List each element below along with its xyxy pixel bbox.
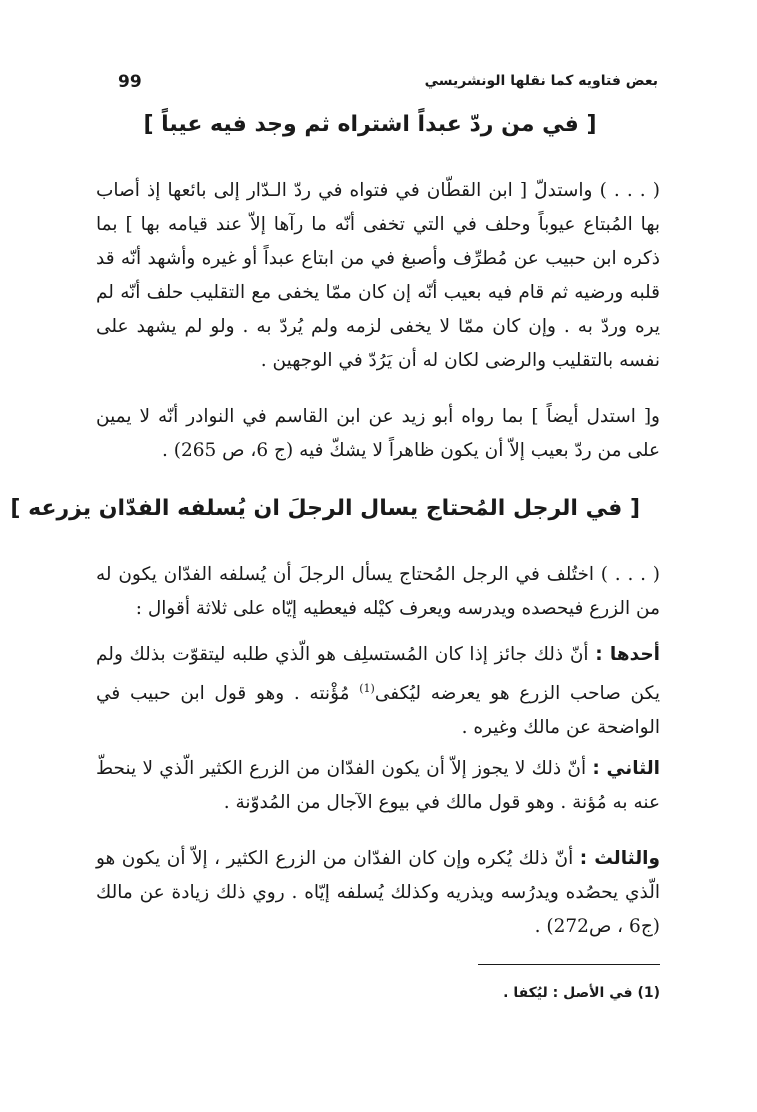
footnote-separator (478, 964, 660, 965)
page-number: 99 (118, 72, 142, 92)
opinion-one-lead: أحدها : (595, 644, 660, 665)
opinion-one-text-b: مُؤْنته . وهو قول ابن حبيب في الواضحة عن مالك وغيره . (96, 683, 660, 739)
paragraph-opinion-three (96, 842, 660, 944)
paragraph-opinion-one (96, 638, 660, 745)
running-title: بعض فتاويه كما نقلها الونشريسي (424, 73, 658, 89)
opinion-two-text: أنّ ذلك لا يجوز إلاّ أن يكون الفدّان من الزرع الكثير الّذي لا ينحطّ عنه به مُؤنة . وهو قول مالك في بيوع الآجال من المُدوّنة . (96, 758, 660, 813)
paragraph-abu-zayd-narration: و[ استدل أيضاً ] بما رواه أبو زيد عن ابن القاسم في النوادر أنّه لا يمين على من ردّ بعيب إلاّ أن يكون ظاهراً لا يشكّ فيه (ج 6، ص 265) . (96, 406, 660, 461)
paragraph-three-opinions-intro: ( . . . ) اختُلف في الرجل المُحتاج يسأل الرجلَ أن يُسلفه الفدّان يكون له من الزرع فيحصده ويدرسه ويعرف كيْله فيعطيه إيّاه على ثلاثة أقوال : (96, 564, 660, 619)
opinion-two-lead: الثاني : (592, 758, 660, 779)
page-header (118, 72, 658, 98)
opinion-one-text-a: أنّ ذلك جائز إذا كان المُستسلِف هو الّذي طلبه ليتقوّت بذلك ولم يكن صاحب الزرع هو يعرضه ليُكفى (96, 644, 660, 705)
opinion-three-text: أنّ ذلك يُكره وإن كان الفدّان من الزرع الكثير ، إلاّ أن يكون هو الّذي يحصُده ويدرُسه ويذريه وكذلك يُسلفه إيّاه . روي ذلك زيادة عن مالك (ج6 ، ص272) . (96, 848, 660, 937)
opinion-three-lead: والثالث : (579, 848, 661, 869)
footnote-reference: (1) (359, 682, 375, 695)
paragraph-opinion-two (96, 752, 660, 820)
footnote: (1) في الأصل : ليُكفا . (503, 985, 660, 1001)
section-title-needy-man-loan: [ في الرجل المُحتاج يسال الرجلَ ان يُسلفه الفدّان يزرعه ] (10, 496, 640, 521)
paragraph-ibn-qattan-fatwa: ( . . . ) واستدلّ [ ابن القطّان في فتواه في ردّ الـدّار إلى بائعها إذ أصاب بها المُبتاع عيوباً وحلف في التي تخفى أنّه ما رآها إلاّ عند قيامه بها ] بما ذكره ابن حبيب عن مُطرِّف وأصبغ في من ابتاع عبداً أو غيره وأشهد أنّه قد قلبه ورضيه ثم قام فيه بعيب أنّه إن كان ممّا يخفى مع التقليب حلف أنّه لم يره وردّ به . وإن كان ممّا لا يخفى لزمه ولم يُردّ به . ولو لم يشهد على نفسه بالتقليب والرضى لكان له أن يَرُدّ في الوجهين . (96, 180, 660, 371)
section-title-returned-slave: [ في من ردّ عبداً اشتراه ثم وجد فيه عيباً ] (143, 112, 597, 137)
